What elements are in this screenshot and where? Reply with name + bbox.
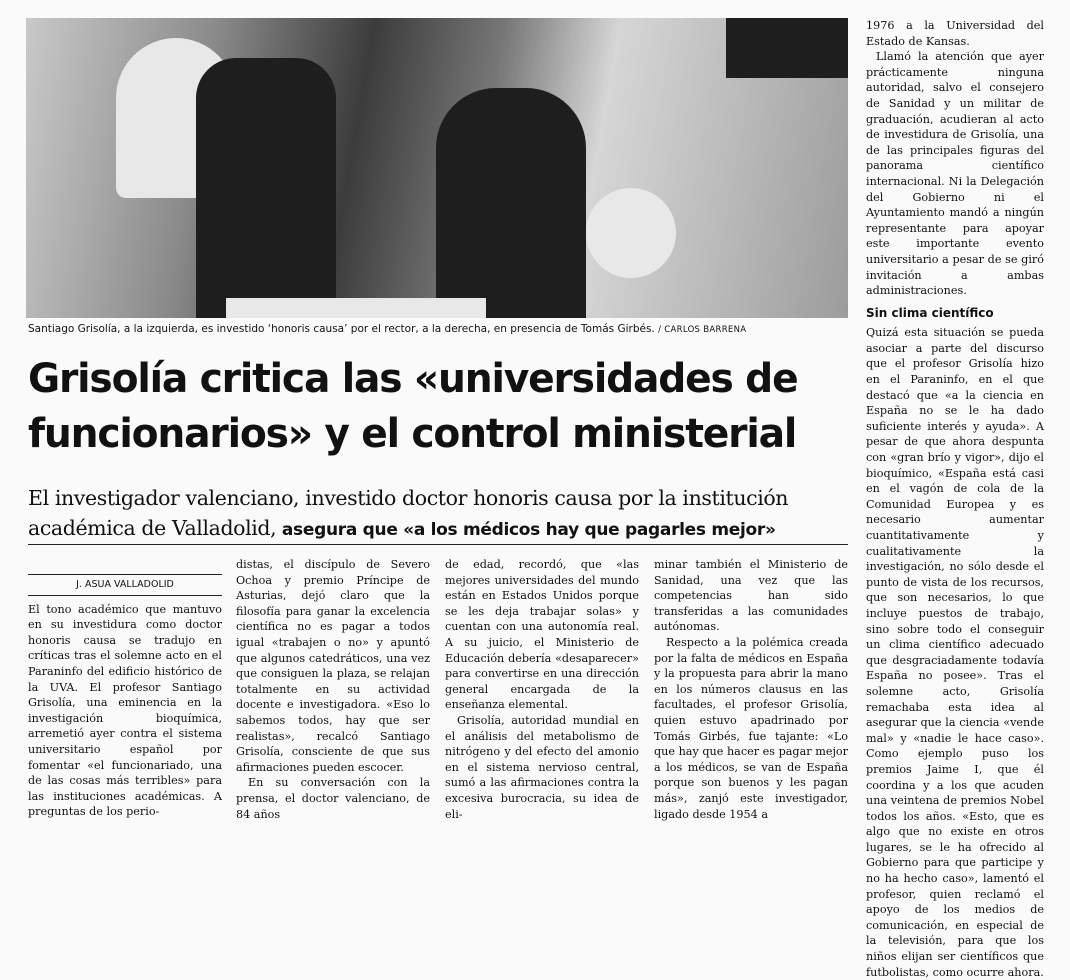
col2-paragraph-2: En su conversación con la prensa, el doctor valenciano, de 84 años xyxy=(236,776,430,821)
caption-text: Santiago Grisolía, a la izquierda, es investido ‘honoris causa’ por el rector, a la derecha, en presencia de Tomás Girbés. xyxy=(28,323,655,335)
subhead-bold: asegura que «a los médicos hay que pagarles mejor» xyxy=(276,520,776,540)
section-subtitle: Sin clima científico xyxy=(866,305,994,320)
headline-line-1: Grisolía critica las «universidades de xyxy=(28,356,798,402)
col1-paragraph-1: El tono académico que mantuvo en su investidura como doctor honoris causa se tradujo en críticas tras el solemne acto en el Paraninfo del edificio histórico de la UVA. El profesor Santiago Grisolía, una eminencia en la investigación bioquímica, arremetió ayer contra el sistema universitario español por fomentar «el funcionariado, una de las cosas más terribles» para las instituciones académicas. A preguntas de los perio- xyxy=(28,602,222,819)
col4-paragraph-2: Respecto a la polémica creada por la falta de médicos en España y la propuesta para abrir la mano en los números clausus en las facultades, el profesor Grisolía, quien estuvo apadrinado por Tomás Girbés, fue tajante: «Lo que hay que hacer es pagar mejor a los médicos, se van de España porque son buenos y les pagan más», zanjó este investigador, ligado desde 1954 a xyxy=(654,635,848,821)
headline xyxy=(28,352,832,462)
news-photo xyxy=(26,18,848,318)
subhead-line-2 xyxy=(28,513,848,545)
col5-paragraph-2: Quizá esta situación se pueda asociar a parte del discurso que el profesor Grisolía hizo en el Paraninfo, en el que destacó que «a la ciencia en España no se le ha dado suficiente interés y ayuda». A pesar de que ahora despunta con «gran brío y vigor», dijo el bioquímico, «España está casi en el vagón de cola de la Comunidad Europea y es necesario aumentar cuantitativamente y cualitativamente la investigación, no sólo desde el punto de vista de los recursos, que son necesarios, lo que incluye puestos de trabajo, sino sobre todo el conseguir un clima científico adecuado que desgraciadamente todavía España no posee». Tras el solemne acto, Grisolía remachaba esta idea al asegurar que la ciencia «vende mal» y «nadie le hace caso». Como ejemplo puso los premios Jaime I, que él coordina y a los que acuden una veintena de premios Nobel todos los años. «Esto, que es algo que no existe en otros lugares, se le ha ofrecido al Gobierno para que participe y no ha hecho caso», lamentó el profesor, quien reclamó el apoyo de los medios de comunicación, en especial de la televisión, para que los niños elijan ser científicos que futbolistas, como ocurre ahora. xyxy=(866,326,1044,979)
col3-paragraph-1: de edad, recordó, que «las mejores universidades del mundo están en Estados Unidos porque se les deja trabajar solas» y cuentan con una autonomía real. A su juicio, el Ministerio de Educación debería «desaparecer» para convertirse en una dirección general encargada de la enseñanza elemental. xyxy=(445,558,639,712)
column-1 xyxy=(28,574,222,820)
column-2 xyxy=(236,557,430,822)
column-5 xyxy=(866,18,1044,980)
subhead-plain: académica de Valladolid, xyxy=(28,516,277,540)
col3-paragraph-2: Grisolía, autoridad mundial en el análisis del metabolismo de nitrógeno y del efecto del amonio en el sistema nervioso central, sumó a las afirmaciones contra la excesiva burocracia, su idea de eli- xyxy=(445,713,639,821)
col5-paragraph-1: Llamó la atención que ayer prácticamente ninguna autoridad, salvo el consejero de Sanidad y un militar de graduación, acudieran al acto de investidura de Grisolía, una de las principales figuras del panorama científico internacional. Ni la Delegación del Gobierno ni el Ayuntamiento mandó a ningún representante para apoyar este importante evento universitario a pesar de se giró invitación a ambas administraciones. xyxy=(866,50,1044,298)
photo-table xyxy=(226,298,486,318)
subhead-line-1: El investigador valenciano, investido doctor honoris causa por la institución xyxy=(28,486,789,510)
divider xyxy=(28,544,848,545)
photo-credit: / CARLOS BARRENA xyxy=(658,325,747,335)
subheadline xyxy=(28,483,848,545)
col5-paragraph-0: 1976 a la Universidad del Estado de Kansas. xyxy=(866,19,1044,48)
photo-banner xyxy=(726,18,848,78)
col2-paragraph-1: distas, el discípulo de Severo Ochoa y premio Príncipe de Asturias, dejó claro que la filosofía para ganar la excelencia científica no es pagar a todos igual «trabajen o no» y apuntó que algunos catedráticos, una vez que consiguen la plaza, se relajan totalmente en su actividad docente e investigadora. «Eso lo sabemos todos, hay que ser realistas», recalcó Santiago Grisolía, consciente de que sus afirmaciones pueden escocer. xyxy=(236,558,430,774)
byline: J. ASUA VALLADOLID xyxy=(28,574,222,596)
column-4 xyxy=(654,557,848,822)
headline-line-2: funcionarios» y el control ministerial xyxy=(28,411,797,457)
photo-caption xyxy=(28,322,848,337)
col4-paragraph-1: minar también el Ministerio de Sanidad, una vez que las competencias han sido transferidas a las comunidades autónomas. xyxy=(654,558,848,634)
photo-figure-rector xyxy=(196,58,336,318)
photo-flowers xyxy=(586,188,676,278)
photo-figure-right xyxy=(436,88,586,318)
column-3 xyxy=(445,557,639,822)
